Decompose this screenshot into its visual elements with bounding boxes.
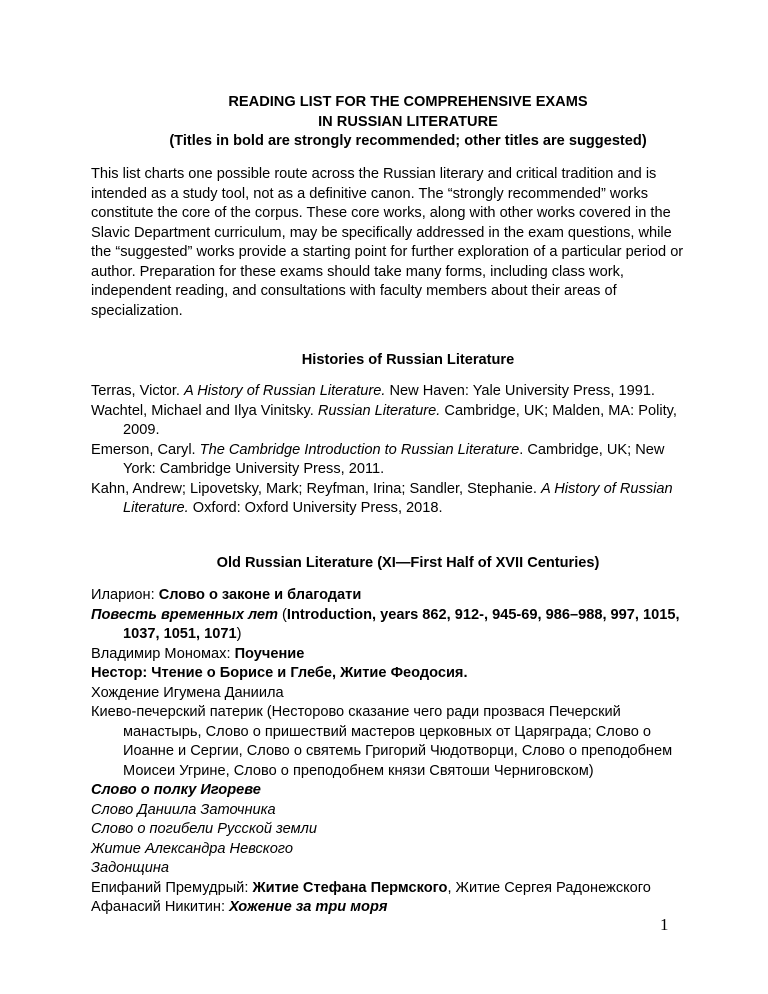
title-line-1: READING LIST FOR THE COMPREHENSIVE EXAMS xyxy=(228,94,588,110)
list-item: Киево-печерский патерик (Несторово сказание чего ради прозвася Печерский манастырь, Слово о пришествий мастеров церковных от Царяграда; Слово о Иоанне и Сергии, Слово о святемь Григорий Чюдотворци, Слово о преподобнем Моисеи Угрине, Слово о преподобнем князи Святоши Черниговском) xyxy=(91,704,673,779)
histories-list xyxy=(91,382,691,519)
list-item: Афанасий Никитин: Хожение за три моря xyxy=(91,899,388,915)
intro-paragraph: This list charts one possible route across the Russian literary and critical tradition and is intended as a study tool, not as a definitive canon. The “strongly recommended” works constitute the core of the corpus. These core works, along with other works covered in the Slavic Department curriculum, may be specifically addressed in the exam questions, while the “suggested” works provide a starting point for further exploration of a particular period or author. Preparation for these exams should take many forms, including class work, independent reading, and consultations with faculty members about their areas of specialization. xyxy=(91,166,684,319)
title-line-2: IN RUSSIAN LITERATURE xyxy=(318,113,498,130)
title-line-3: (Titles in bold are strongly recommended; other titles are suggested) xyxy=(169,133,647,149)
list-item: Terras, Victor. A History of Russian Literature. New Haven: Yale University Press, 1991. xyxy=(91,383,655,399)
list-item: Emerson, Caryl. The Cambridge Introduction to Russian Literature. Cambridge, UK; New York: Cambridge University Press, 2011. xyxy=(91,441,665,477)
list-item: Kahn, Andrew; Lipovetsky, Mark; Reyfman, Irina; Sandler, Stephanie. A History of Russian Literature. Oxford: Oxford University Press, 2018. xyxy=(91,480,673,516)
section-heading-old-russian: Old Russian Literature (XI—First Half of XVII Centuries) xyxy=(216,555,600,571)
list-item: Слово Даниила Заточника xyxy=(91,801,276,818)
list-item: Епифаний Премудрый: Житие Стефана Пермского, Житие Сергея Радонежского xyxy=(91,879,651,896)
list-item: Слово о погибели Русской земли xyxy=(91,821,317,837)
list-item: Wachtel, Michael and Ilya Vinitsky. Russian Literature. Cambridge, UK; Malden, MA: Polity, 2009. xyxy=(91,402,677,438)
section-heading-histories: Histories of Russian Literature xyxy=(301,352,515,368)
document-title xyxy=(0,93,768,152)
list-item: Повесть временных лет (Introduction, years 862, 912-, 945-69, 986–988, 997, 1015, 1037, 1051, 1071) xyxy=(91,606,680,642)
list-item: Задонщина xyxy=(91,860,169,876)
page-number: 1 xyxy=(660,915,669,934)
list-item: Иларион: Слово о законе и благодати xyxy=(91,587,362,603)
list-item: Житие Александра Невского xyxy=(91,840,293,857)
list-item: Хождение Игумена Даниила xyxy=(91,684,284,701)
list-item: Владимир Мономах: Поучение xyxy=(91,645,305,662)
old-russian-list xyxy=(91,586,691,918)
list-item: Слово о полку Игореве xyxy=(91,782,261,798)
list-item: Нестор: Чтение о Борисе и Глебе, Житие Феодосия. xyxy=(91,665,468,681)
